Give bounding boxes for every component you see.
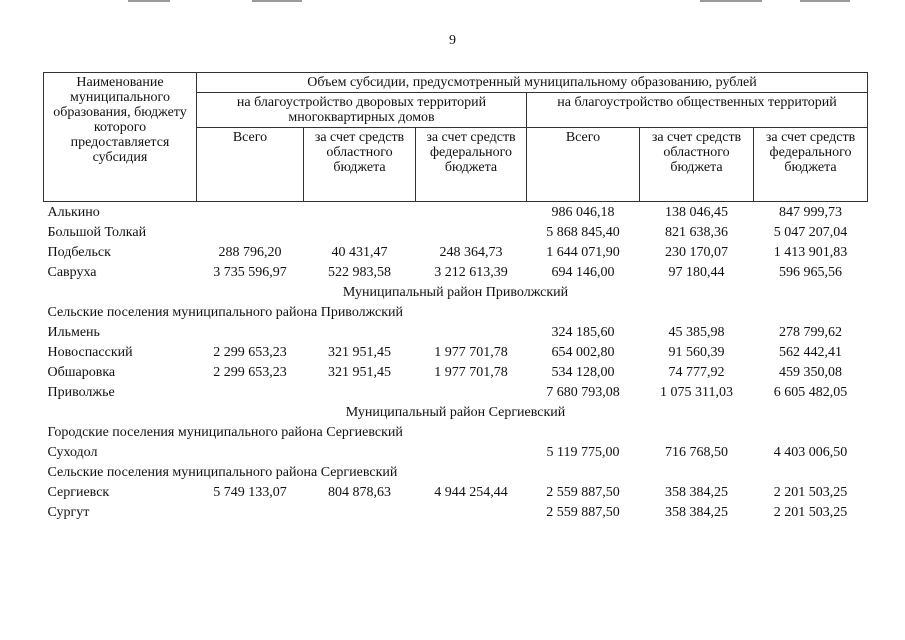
table-row xyxy=(44,482,868,502)
municipality-name: Сургут xyxy=(47,504,90,520)
settlement-group-heading: Сельские поселения муниципального района Сергиевский xyxy=(47,464,398,480)
amount-cell xyxy=(197,502,304,522)
municipality-name: Новоспасский xyxy=(47,344,133,360)
table-row xyxy=(44,242,868,262)
scan-artifact-line xyxy=(700,0,762,2)
amount-cell: 2 559 887,50 xyxy=(546,504,620,520)
amount-cell xyxy=(416,322,527,342)
header-total: Всего xyxy=(527,128,640,202)
table-row xyxy=(44,502,868,522)
amount-cell: 2 299 653,23 xyxy=(213,364,287,380)
amount-cell xyxy=(304,202,416,223)
amount-cell xyxy=(197,322,304,342)
amount-cell xyxy=(416,202,527,223)
amount-cell xyxy=(416,382,527,402)
amount-cell: 654 002,80 xyxy=(551,344,615,360)
amount-cell: 358 384,25 xyxy=(665,504,728,520)
settlement-group-heading: Городские поселения муниципального района Сергиевский xyxy=(47,424,403,440)
amount-cell xyxy=(197,202,304,223)
amount-cell xyxy=(416,222,527,242)
municipality-name: Подбельск xyxy=(47,244,111,260)
amount-cell: 3 212 613,39 xyxy=(434,264,508,280)
district-heading: Муниципальный район Приволжский xyxy=(342,284,569,300)
municipality-name: Суходол xyxy=(47,444,98,460)
amount-cell xyxy=(197,382,304,402)
amount-cell: 5 749 133,07 xyxy=(213,484,287,500)
amount-cell: 1 413 901,83 xyxy=(773,244,848,260)
district-heading-row xyxy=(44,282,868,302)
header-yard-territories: на благоустройство дворовых территорий многоквартирных домов xyxy=(197,93,527,128)
amount-cell: 2 201 503,25 xyxy=(773,504,848,520)
amount-cell: 74 777,92 xyxy=(668,364,725,380)
table-row xyxy=(44,202,868,223)
amount-cell: 1 075 311,03 xyxy=(660,384,733,400)
header-regional-budget: за счет средств областного бюджета xyxy=(640,128,754,202)
table-row xyxy=(44,442,868,462)
amount-cell: 5 868 845,40 xyxy=(546,224,620,240)
amount-cell: 2 201 503,25 xyxy=(773,484,848,500)
municipality-name: Обшаровка xyxy=(47,364,116,380)
header-regional-budget: за счет средств областного бюджета xyxy=(304,128,416,202)
table-body xyxy=(44,202,868,523)
district-heading: Муниципальный район Сергиевский xyxy=(345,404,566,420)
amount-cell xyxy=(304,502,416,522)
amount-cell: 45 385,98 xyxy=(668,324,725,340)
municipality-name: Ильмень xyxy=(47,324,100,340)
amount-cell xyxy=(304,222,416,242)
amount-cell: 324 185,60 xyxy=(551,324,615,340)
amount-cell: 694 146,00 xyxy=(551,264,615,280)
amount-cell: 7 680 793,08 xyxy=(546,384,620,400)
amount-cell: 804 878,63 xyxy=(328,484,391,500)
municipality-name: Сергиевск xyxy=(47,484,110,500)
amount-cell: 1 644 071,90 xyxy=(546,244,620,260)
amount-cell: 321 951,45 xyxy=(328,344,391,360)
settlement-group-heading: Сельские поселения муниципального района Приволжский xyxy=(47,304,404,320)
amount-cell: 40 431,47 xyxy=(331,244,388,260)
amount-cell: 1 977 701,78 xyxy=(434,364,508,380)
amount-cell xyxy=(416,502,527,522)
table-row xyxy=(44,262,868,282)
amount-cell: 986 046,18 xyxy=(551,204,615,220)
scan-artifact-line xyxy=(128,0,170,2)
amount-cell: 4 944 254,44 xyxy=(434,484,508,500)
header-name-column: Наименование муниципального образования, бюджету которого предоставляется субсидия xyxy=(44,73,197,202)
header-federal-budget: за счет средств федерального бюджета xyxy=(754,128,868,202)
municipality-name: Савруха xyxy=(47,264,97,280)
amount-cell: 288 796,20 xyxy=(218,244,282,260)
amount-cell xyxy=(304,382,416,402)
amount-cell: 278 799,62 xyxy=(779,324,843,340)
scan-artifact-line xyxy=(252,0,302,2)
amount-cell: 821 638,36 xyxy=(665,224,728,240)
amount-cell: 5 047 207,04 xyxy=(773,224,848,240)
amount-cell: 2 299 653,23 xyxy=(213,344,287,360)
amount-cell: 562 442,41 xyxy=(779,344,843,360)
amount-cell xyxy=(197,442,304,462)
subsidy-table xyxy=(43,72,868,522)
table-row xyxy=(44,322,868,342)
table-row xyxy=(44,362,868,382)
table-row xyxy=(44,222,868,242)
table-row xyxy=(44,342,868,362)
amount-cell: 459 350,08 xyxy=(779,364,843,380)
amount-cell xyxy=(416,442,527,462)
amount-cell: 1 977 701,78 xyxy=(434,344,508,360)
scan-artifact-line xyxy=(800,0,850,2)
table-header xyxy=(44,73,868,202)
amount-cell: 716 768,50 xyxy=(665,444,728,460)
settlement-group-row xyxy=(44,302,868,322)
municipality-name: Приволжье xyxy=(47,384,115,400)
header-subsidy-volume: Объем субсидии, предусмотренный муниципальному образованию, рублей xyxy=(197,73,868,93)
amount-cell: 321 951,45 xyxy=(328,364,391,380)
amount-cell: 2 559 887,50 xyxy=(546,484,620,500)
amount-cell: 5 119 775,00 xyxy=(546,444,620,460)
amount-cell: 97 180,44 xyxy=(668,264,725,280)
table-row xyxy=(44,382,868,402)
header-public-territories: на благоустройство общественных территорий xyxy=(527,93,868,128)
amount-cell: 248 364,73 xyxy=(439,244,503,260)
amount-cell: 847 999,73 xyxy=(779,204,843,220)
settlement-group-row xyxy=(44,462,868,482)
amount-cell: 138 046,45 xyxy=(665,204,728,220)
amount-cell: 4 403 006,50 xyxy=(773,444,848,460)
header-federal-budget: за счет средств федерального бюджета xyxy=(416,128,527,202)
amount-cell: 91 560,39 xyxy=(668,344,725,360)
header-total: Всего xyxy=(197,128,304,202)
amount-cell: 6 605 482,05 xyxy=(773,384,848,400)
municipality-name: Алькино xyxy=(47,204,100,220)
amount-cell: 358 384,25 xyxy=(665,484,728,500)
district-heading-row xyxy=(44,402,868,422)
amount-cell: 534 128,00 xyxy=(551,364,615,380)
amount-cell: 3 735 596,97 xyxy=(213,264,287,280)
settlement-group-row xyxy=(44,422,868,442)
amount-cell xyxy=(197,222,304,242)
amount-cell: 596 965,56 xyxy=(779,264,843,280)
amount-cell xyxy=(304,442,416,462)
amount-cell: 230 170,07 xyxy=(665,244,728,260)
municipality-name: Большой Толкай xyxy=(47,224,147,240)
amount-cell xyxy=(304,322,416,342)
page-number: 9 xyxy=(449,33,456,48)
amount-cell: 522 983,58 xyxy=(328,264,391,280)
